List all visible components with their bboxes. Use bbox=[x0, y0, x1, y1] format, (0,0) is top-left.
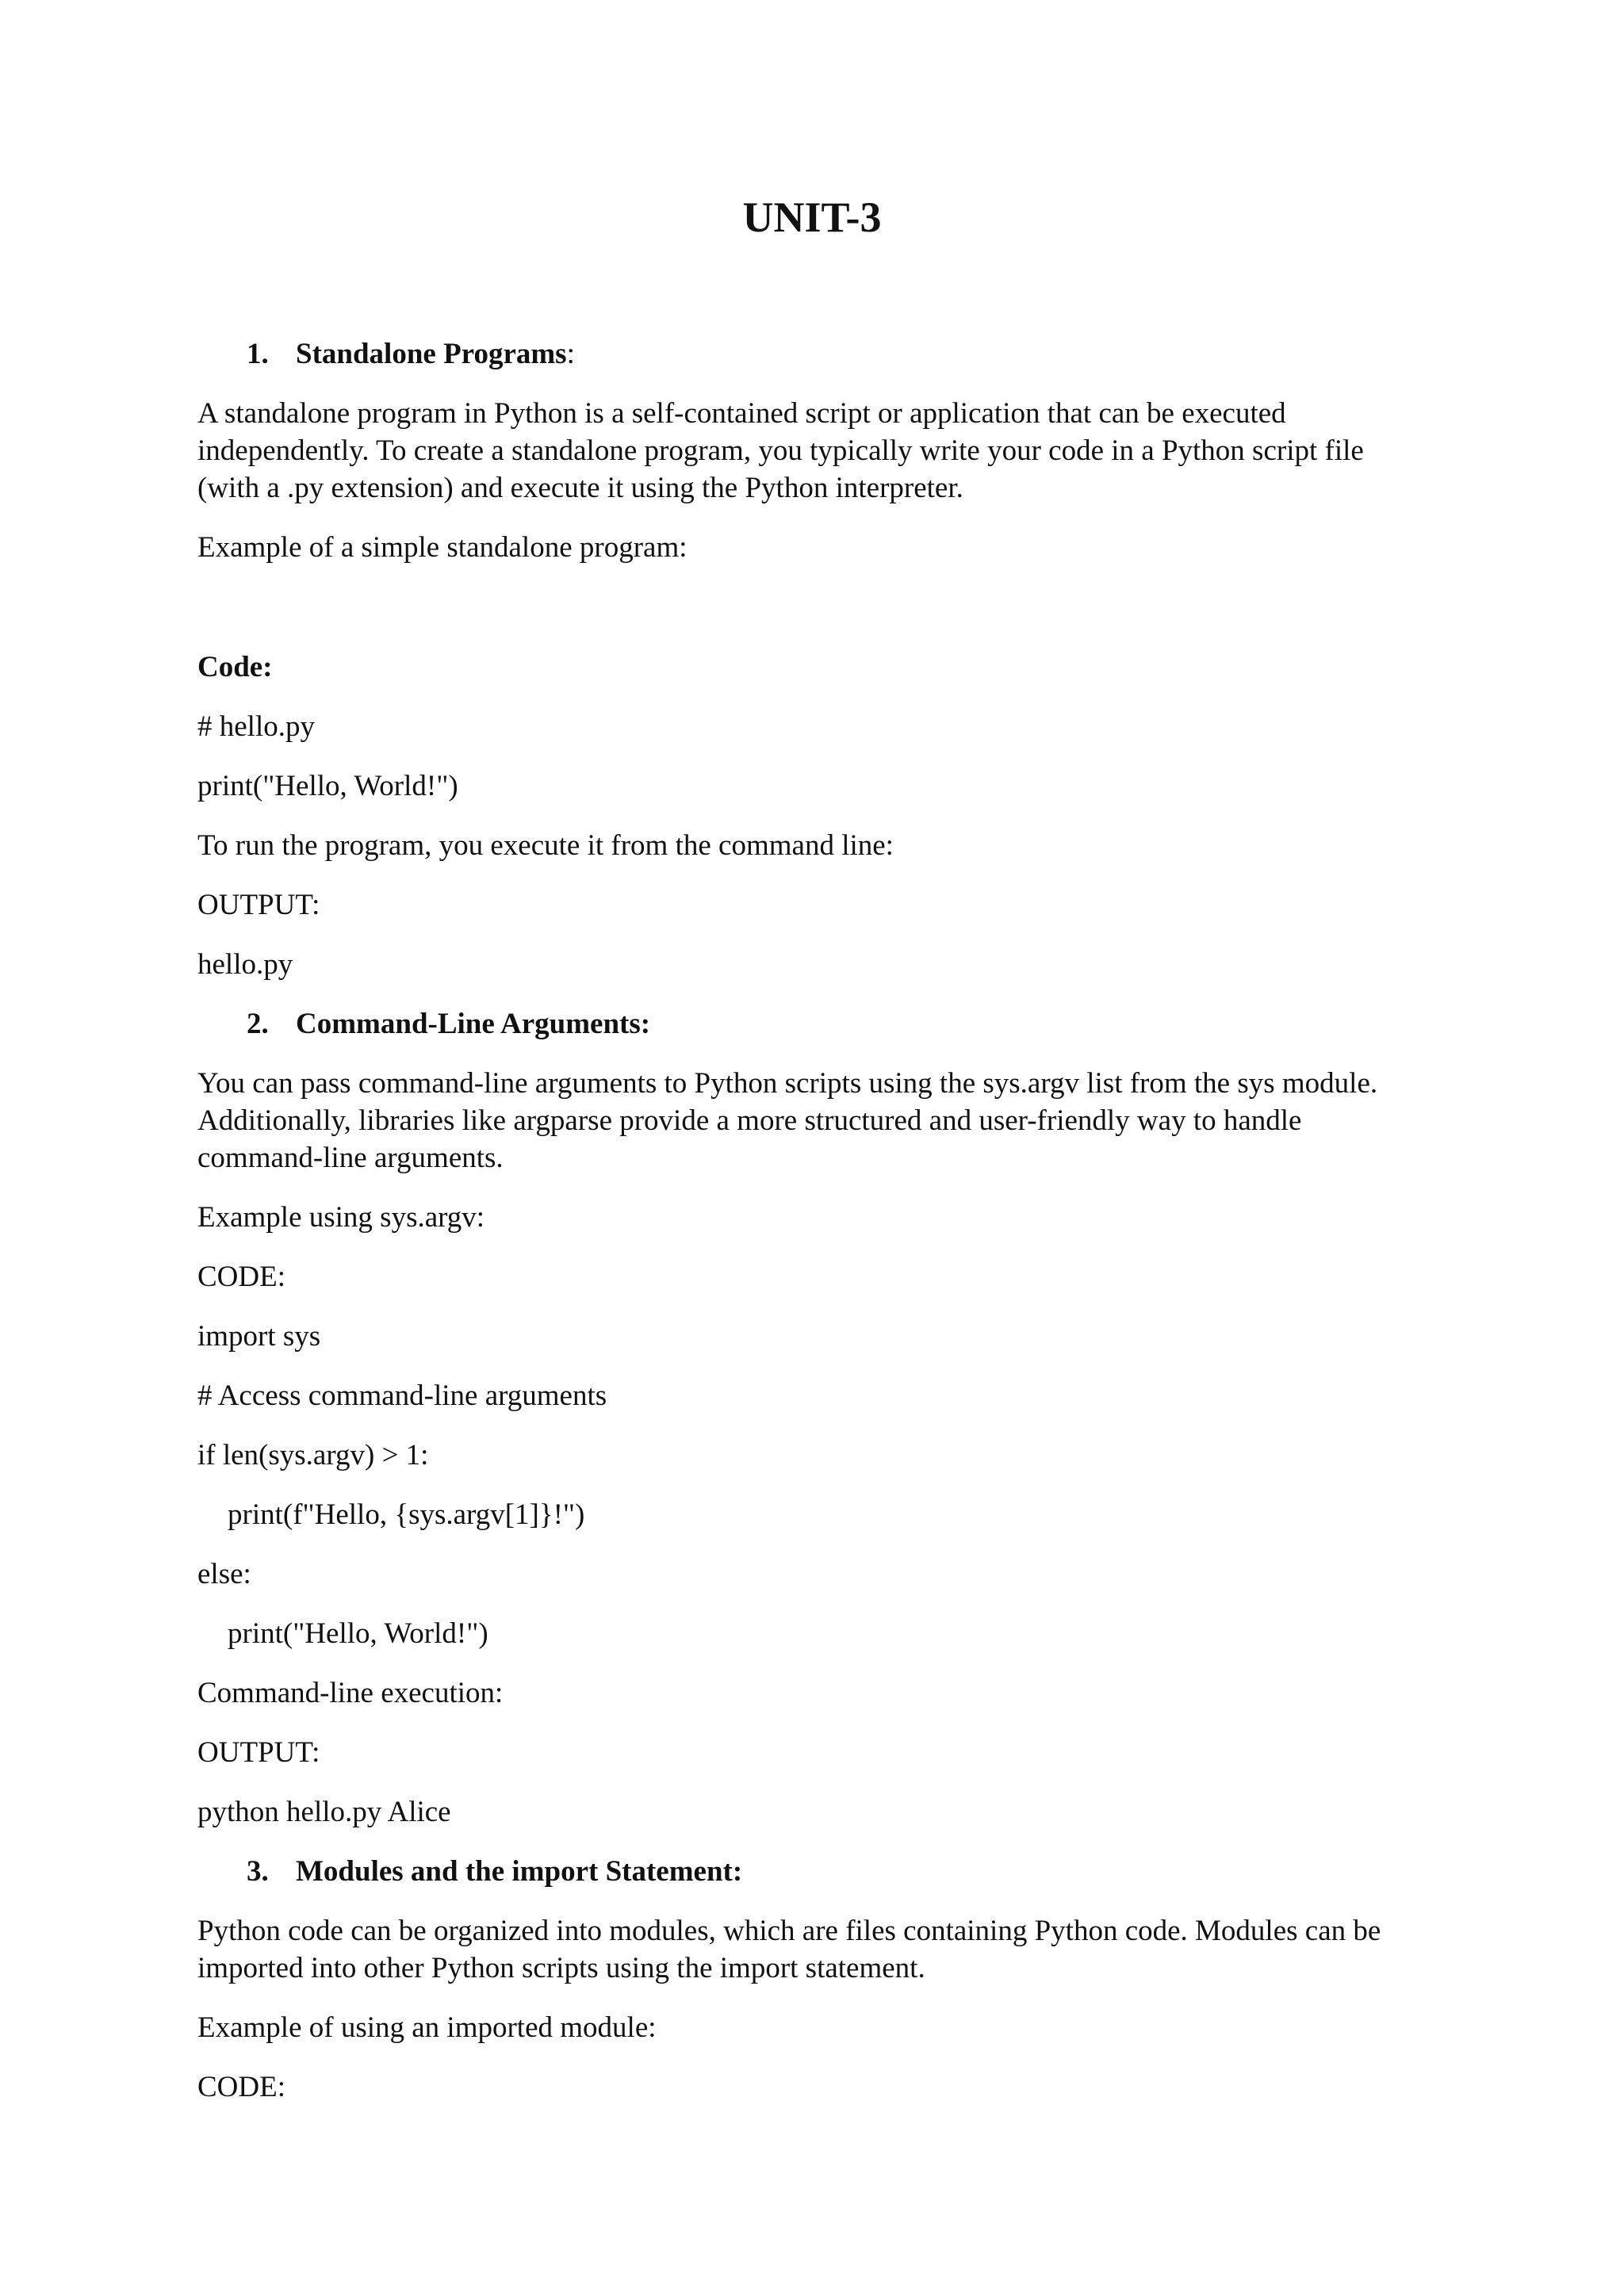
section-1-code-label: Code: bbox=[197, 651, 273, 683]
section-1-colon: : bbox=[566, 338, 575, 370]
page-title: UNIT-3 bbox=[742, 193, 882, 241]
section-1-title: Standalone Programs bbox=[296, 338, 567, 370]
section-3-title: Modules and the import Statement: bbox=[296, 1855, 743, 1888]
section-1-run-text: To run the program, you execute it from the command line: bbox=[197, 829, 894, 862]
section-2-example-label: Example using sys.argv: bbox=[197, 1201, 485, 1234]
section-1-code-line-1: # hello.py bbox=[197, 710, 315, 743]
section-2-para-line-1: You can pass command-line arguments to Python scripts using the sys.argv list from the sys module. bbox=[197, 1067, 1378, 1100]
section-2-para-line-3: command-line arguments. bbox=[197, 1142, 504, 1174]
section-1-para-line-2: independently. To create a standalone program, you typically write your code in a Python script file bbox=[197, 434, 1364, 467]
section-2-output-label: OUTPUT: bbox=[197, 1736, 320, 1769]
section-2-code-line-4: print(f"Hello, {sys.argv[1]}!") bbox=[228, 1498, 585, 1531]
section-1-example-label: Example of a simple standalone program: bbox=[197, 531, 688, 564]
section-3-para-line-2: imported into other Python scripts using the import statement. bbox=[197, 1952, 925, 1984]
section-2-code-label: CODE: bbox=[197, 1261, 285, 1293]
section-2-code-line-3: if len(sys.argv) > 1: bbox=[197, 1439, 429, 1471]
section-2-heading bbox=[247, 1005, 1484, 1043]
section-1-code-line-2: print("Hello, World!") bbox=[197, 770, 458, 802]
section-1-heading bbox=[247, 335, 1484, 373]
section-2-code-line-5: else: bbox=[197, 1558, 251, 1590]
section-3-number: 3. bbox=[247, 1855, 269, 1888]
section-2-code-line-6: print("Hello, World!") bbox=[228, 1617, 488, 1650]
section-1-output: hello.py bbox=[197, 948, 293, 981]
section-1-para-line-3: (with a .py extension) and execute it using the Python interpreter. bbox=[197, 472, 963, 504]
section-3-heading bbox=[247, 1853, 1484, 1890]
section-1-number: 1. bbox=[247, 338, 269, 370]
section-1-para-line-1: A standalone program in Python is a self-contained script or application that can be executed bbox=[197, 397, 1286, 430]
section-3-para-line-1: Python code can be organized into modules, which are files containing Python code. Modules can be bbox=[197, 1915, 1381, 1947]
section-2-output: python hello.py Alice bbox=[197, 1796, 451, 1828]
section-1-output-label: OUTPUT: bbox=[197, 889, 320, 921]
section-2-para-line-2: Additionally, libraries like argparse provide a more structured and user-friendly way to handle bbox=[197, 1104, 1302, 1137]
section-2-number: 2. bbox=[247, 1008, 269, 1040]
section-3-code-label: CODE: bbox=[197, 2071, 285, 2103]
section-2-code-line-2: # Access command-line arguments bbox=[197, 1380, 607, 1412]
section-2-title: Command-Line Arguments: bbox=[296, 1008, 651, 1040]
section-2-exec-label: Command-line execution: bbox=[197, 1677, 504, 1709]
section-2-code-line-1: import sys bbox=[197, 1320, 321, 1353]
section-3-example-label: Example of using an imported module: bbox=[197, 2011, 657, 2044]
